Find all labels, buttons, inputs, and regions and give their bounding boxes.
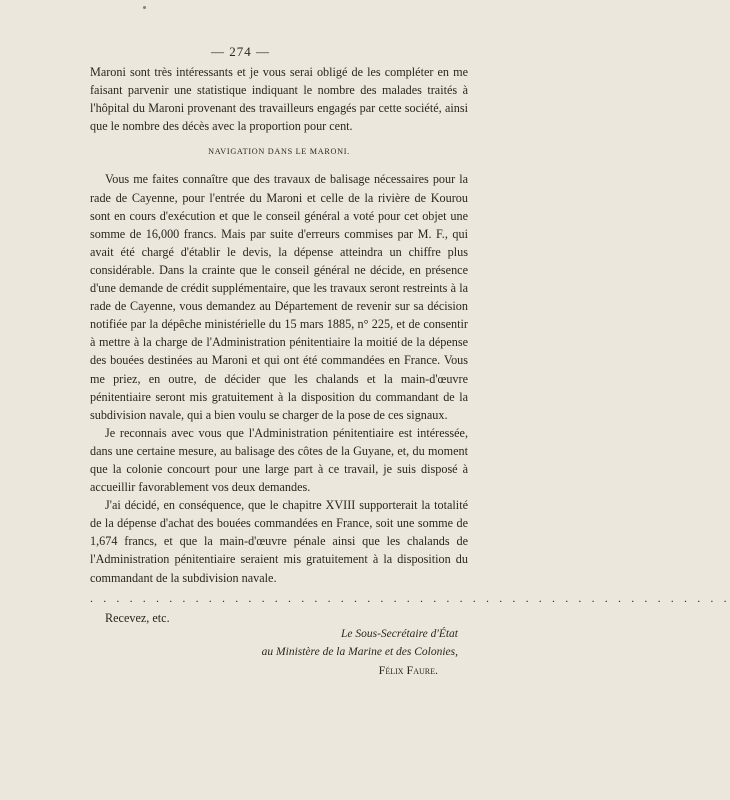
- paragraph-acknowledgement: Je reconnais avec vous que l'Administration pénitentiaire est intéressée, dans une certaine mesure, au balisage des côtes de la Guyane, et, du moment que la colonie concourt pour une large part à ce travail, je suis disposé à accueillir favorablement vos deux demandes.: [90, 425, 468, 495]
- closing-formula: Recevez, etc.: [105, 610, 170, 625]
- paragraph-balisage-request: Vous me faites connaître que des travaux de balisage nécessaires pour la rade de Cayenne, pour l'entrée du Maroni et celle de la rivière de Kourou sont en cours d'exécution et que le conseil général a voté pour cet objet une somme de 16,000 francs. Mais par suite d'erreurs commises par M. F., qui avait été chargé d'établir le devis, la dépense atteindra un chiffre plus considérable. Dans la crainte que le conseil général ne décide, en présence d'une demande de crédit supplémentaire, que les travaux seront restreints à la rade de Cayenne, vous demandez au Département de revenir sur sa décision notifiée par la dépêche ministérielle du 15 mars 1885, n° 225, et de consentir à mettre à la charge de l'Administration pénitentiaire la moitié de la dépense des bouées destinées au Maroni et qui ont été commandées en France. Vous me priez, en outre, de décider que les chalands et la main-d'œuvre pénitentiaire seront mis gratuitement à la disposition du commandant de la subdivision navale, qui a bien voulu se charger de la pose de ces signaux.: [90, 172, 468, 422]
- section-heading: NAVIGATION DANS LE MARONI.: [208, 147, 350, 157]
- signature-title-line-2: au Ministère de la Marine et des Colonies,: [261, 645, 458, 658]
- paragraph-continuation: Maroni sont très intéressants et je vous serai obligé de les compléter en me faisant parvenir une statistique indiquant le nombre des malades traités à l'hôpital du Maroni provenant des travailleurs engagés par cette société, ainsi que le nombre des décès avec la proportion pour cent.: [90, 65, 468, 134]
- page-body: [90, 63, 730, 679]
- ellipsis-line: . . . . . . . . . . . . . . . . . . . . . . . . . . . . . . . . . . . . . . . . . . . . . . . . .: [90, 590, 730, 605]
- ink-speck: [143, 6, 146, 9]
- signature-title-line-1: Le Sous-Secrétaire d'État: [340, 627, 458, 640]
- signature-name: Félix Faure.: [378, 662, 438, 677]
- page-number: — 274 —: [211, 44, 270, 59]
- paragraph-decision: J'ai décidé, en conséquence, que le chapitre XVIII supporterait la totalité de la dépense d'achat des bouées commandées en France, soit une somme de 1,674 francs, et que la main-d'œuvre pénale ainsi que les chalands de l'Administration pénitentiaire seraient mis gratuitement à la disposition du commandant de la subdivision navale.: [90, 498, 468, 585]
